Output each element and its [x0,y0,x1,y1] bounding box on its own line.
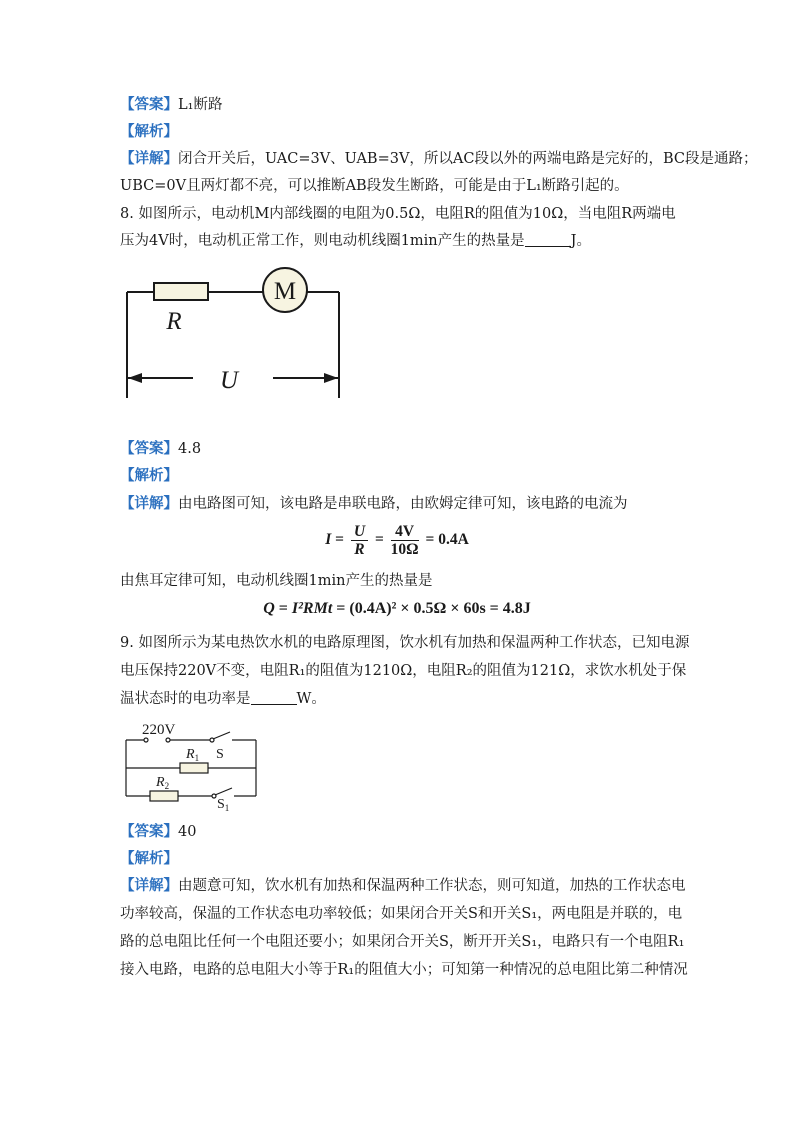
q8-answer-line [120,439,680,459]
q7-detail-text1: 闭合开关后，UAC=3V、UAB=3V，所以AC段以外的两端电路是完好的，BC段是通路； [178,151,758,167]
q8-question-line2 [120,231,680,251]
formula1-num-sym: U [353,523,366,540]
q9-unit: W。 [296,691,326,707]
detail-tag: 【详解】 [120,151,178,167]
formula1-den-val: 10Ω [390,541,419,558]
answer-tag: 【答案】 [120,441,178,457]
motor-label: M [273,278,297,305]
answer-tag: 【答案】 [120,824,178,840]
q9-detail-line2: 功率较高，保温的工作状态电功率较低；如果闭合开关S和开关S₁，两电阻是并联的，电 [120,906,683,922]
formula2-expr: I²RMt [291,600,333,617]
q9-question-text: 温状态时的电功率是 [120,691,251,707]
q8-unit: J。 [570,233,591,249]
resistor-label: R [166,308,182,335]
formula1-lhs: I [325,531,332,549]
q8-detail-line2: 由焦耳定律可知，电动机线圈1min产生的热量是 [120,573,433,589]
q8-circuit-diagram [118,262,350,402]
q9-voltage-label: 220V [142,722,176,738]
formula1-frac-symbols [351,523,368,558]
q9-question-line2: 电压保持220V不变，电阻R₁的阻值为1210Ω，电阻R₂的阻值为121Ω，求饮水机处于保 [120,663,687,679]
q8-answer: 4.8 [178,441,202,457]
switch-s1-label: $S_1$ [217,797,230,812]
q9-circuit-diagram [120,716,260,812]
detail-tag: 【详解】 [120,496,178,512]
formula2-lhs: Q [263,600,275,617]
switch-s-label: S [216,747,224,762]
analysis-tag: 【解析】 [120,468,178,484]
q9-answer: 40 [178,824,197,840]
q9-question-line3 [120,689,680,709]
formula2-result: 4.8J [502,600,531,617]
q9-detail-line4: 接入电路，电路的总电阻大小等于R₁的阻值大小；可知第一种情况的总电阻比第二种情况 [120,962,688,978]
q7-analysis-line [120,122,680,142]
q9-analysis-line [120,849,680,869]
q9-detail-text1: 由题意可知，饮水机有加热和保温两种工作状态，则可知道，加热的工作状态电 [178,878,686,894]
voltage-label: U [219,367,239,394]
q9-answer-line [120,822,680,842]
q9-detail-line1 [120,876,686,896]
formula2-rhs: (0.4A)² × 0.5Ω × 60s [349,600,486,617]
q7-answer-line [120,95,680,115]
q8-detail-line1 [120,494,680,514]
analysis-tag: 【解析】 [120,124,178,140]
q9-detail-line3: 路的总电阻比任何一个电阻还要小；如果闭合开关S，断开开关S₁，电路只有一个电阻R₁ [120,934,685,950]
formula1-den-sym: R [354,541,365,558]
q7-detail-line2: UBC=0V且两灯都不亮，可以推断AB段发生断路，可能是由于L₁断路引起的。 [120,178,629,194]
detail-tag: 【详解】 [120,878,178,894]
answer-blank [525,232,571,247]
q7-answer: L₁断路 [178,97,223,113]
r1-label: $R_1$ [186,747,200,763]
r2-label: $R_2$ [156,775,170,791]
ohms-law-formula: I = $\frac{U}{R}$ = $\frac{4V}{10\Omega}$ = 0.4A [325,523,469,558]
formula1-frac-values [391,523,419,558]
formula1-num-val: 4V [391,523,419,541]
q7-detail-line1 [120,149,758,169]
q9-question-line1: 9. 如图所示为某电热饮水机的电路原理图，饮水机有加热和保温两种工作状态，已知电源 [120,635,690,651]
analysis-tag: 【解析】 [120,851,178,867]
joule-law-formula: Q = I²RMt = (0.4A)² × 0.5Ω × 60s = 4.8J [263,600,531,617]
answer-tag: 【答案】 [120,97,178,113]
q8-question-text: 压为4V时，电动机正常工作，则电动机线圈1min产生的热量是 [120,233,525,249]
q8-analysis-line [120,466,680,486]
formula1-result: 0.4A [438,531,469,549]
q8-question-line1: 8. 如图所示，电动机M内部线圈的电阻为0.5Ω，电阻R的阻值为10Ω，当电阻R两端电 [120,206,676,222]
q8-detail-text1: 由电路图可知，该电路是串联电路，由欧姆定律可知，该电路的电流为 [178,496,628,512]
answer-blank [251,690,297,705]
